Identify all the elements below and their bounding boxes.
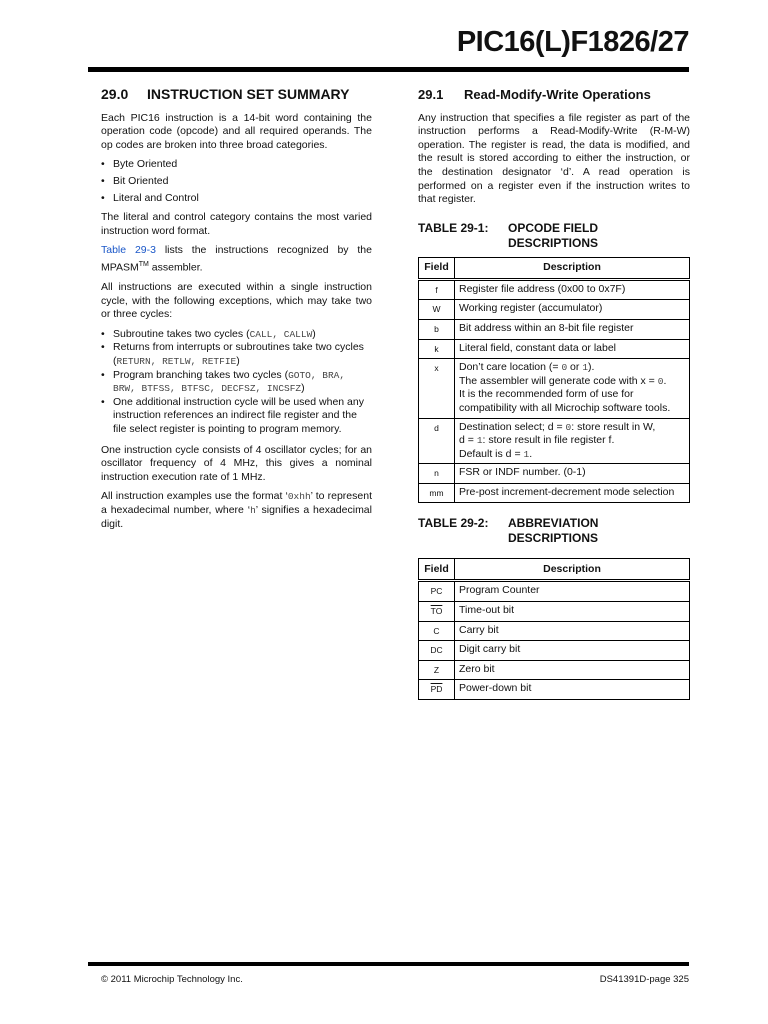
- category-item: • Bit Oriented: [101, 175, 372, 189]
- rmw-paragraph: Any instruction that specifies a file register as part of the instruction performs a Read-Modify-Write (R-M-W) operation. The register is read, the data is modified, and the result is stored according to either the instruction, or the destination designator ‘d’. A read operation is performed on a register even if the instruction writes to that register.: [418, 111, 690, 206]
- column-header: Description: [455, 559, 690, 581]
- table-row: x Don’t care location (= 0 or 1). The assembler will generate code with x = 0. It is the recommended form of use for compatibility with all Microchip software tools.: [419, 359, 690, 418]
- table-29-1-caption: [418, 221, 690, 251]
- exception-list: [101, 328, 372, 437]
- table-row: $\overline{PD}$ Power-down bit: [419, 680, 690, 700]
- exception-item: • Program branching takes two cycles (GOTO, BRA, BRW, BTFSS, BTFSC, DECFSZ, INCSFZ): [101, 369, 372, 396]
- exception-item: • Subroutine takes two cycles (CALL, CALLW): [101, 328, 372, 342]
- column-header: Field: [419, 559, 455, 581]
- table-label: TABLE 29-2:: [418, 516, 489, 531]
- column-header: Description: [455, 257, 690, 279]
- table-row: Z Zero bit: [419, 660, 690, 680]
- section-29-1-heading: [418, 88, 690, 102]
- table-label: TABLE 29-1:: [418, 220, 489, 235]
- table-row: d Destination select; d = 0: store result in W, d = 1: store result in file register f. Default is d = 1.: [419, 418, 690, 464]
- section-title: Read-Modify-Write Operations: [464, 87, 651, 102]
- table-row: b Bit address within an 8-bit file register: [419, 319, 690, 339]
- table-row: PC Program Counter: [419, 581, 690, 602]
- table-title: OPCODE FIELD DESCRIPTIONS: [508, 220, 599, 250]
- category-item: • Byte Oriented: [101, 158, 372, 172]
- footer-rule: [88, 962, 689, 966]
- oscillator-paragraph: One instruction cycle consists of 4 oscillator cycles; for an oscillator frequency of 4 MHz, this gives a nominal instruction execution rate of 1 MHz.: [101, 443, 372, 483]
- cycle-paragraph: All instructions are executed within a single instruction cycle, with the following exceptions, which may take two or three cycles:: [101, 281, 372, 321]
- right-column: [418, 88, 690, 713]
- category-list: [101, 158, 372, 205]
- table-29-2-caption: [418, 516, 690, 546]
- intro-paragraph: Each PIC16 instruction is a 14-bit word containing the operation code (opcode) and all required operands. The op codes are broken into three broad categories.: [101, 111, 372, 151]
- table-row: W Working register (accumulator): [419, 300, 690, 320]
- literal-control-paragraph: The literal and control category contains the most varied instruction word format.: [101, 211, 372, 237]
- section-number: 29.1: [418, 87, 444, 102]
- page-reference: DS41391D-page 325: [599, 974, 689, 985]
- abbreviation-table: [418, 558, 690, 700]
- opcode-field-table: [418, 257, 690, 504]
- table-row: $\overline{TO}$ Time-out bit: [419, 602, 690, 622]
- category-item: • Literal and Control: [101, 192, 372, 206]
- section-29-0-heading: [101, 88, 372, 102]
- copyright: © 2011 Microchip Technology Inc.: [101, 974, 243, 985]
- hex-format-paragraph: All instruction examples use the format ‘0xhh’ to represent a hexadecimal number, where ‘h’ signifies a hexadecimal digit.: [101, 490, 372, 530]
- table-row: C Carry bit: [419, 621, 690, 641]
- left-column: [101, 88, 372, 537]
- table-title: ABBREVIATION DESCRIPTIONS: [508, 516, 599, 546]
- table-row: mm Pre-post increment-decrement mode selection: [419, 483, 690, 503]
- document-title: PIC16(L)F1826/27: [456, 26, 689, 58]
- table-row: f Register file address (0x00 to 0x7F): [419, 279, 690, 300]
- exception-item: • One additional instruction cycle will be used when any instruction references an indirect file register and the file select register is pointing to program memory.: [101, 396, 372, 437]
- table-row: DC Digit carry bit: [419, 641, 690, 661]
- table-reference-paragraph: Table 29-3 lists the instructions recognized by the MPASM™ assembler.: [101, 244, 372, 274]
- header-rule: [88, 67, 689, 72]
- table-row: k Literal field, constant data or label: [419, 339, 690, 359]
- column-header: Field: [419, 257, 455, 279]
- trademark: TM: [138, 260, 149, 268]
- section-title: INSTRUCTION SET SUMMARY: [147, 86, 350, 102]
- table-29-3-link[interactable]: Table 29-3: [101, 244, 156, 257]
- section-number: 29.0: [101, 86, 129, 102]
- exception-item: • Returns from interrupts or subroutines take two cycles (RETURN, RETLW, RETFIE): [101, 341, 372, 368]
- table-row: n FSR or INDF number. (0-1): [419, 464, 690, 484]
